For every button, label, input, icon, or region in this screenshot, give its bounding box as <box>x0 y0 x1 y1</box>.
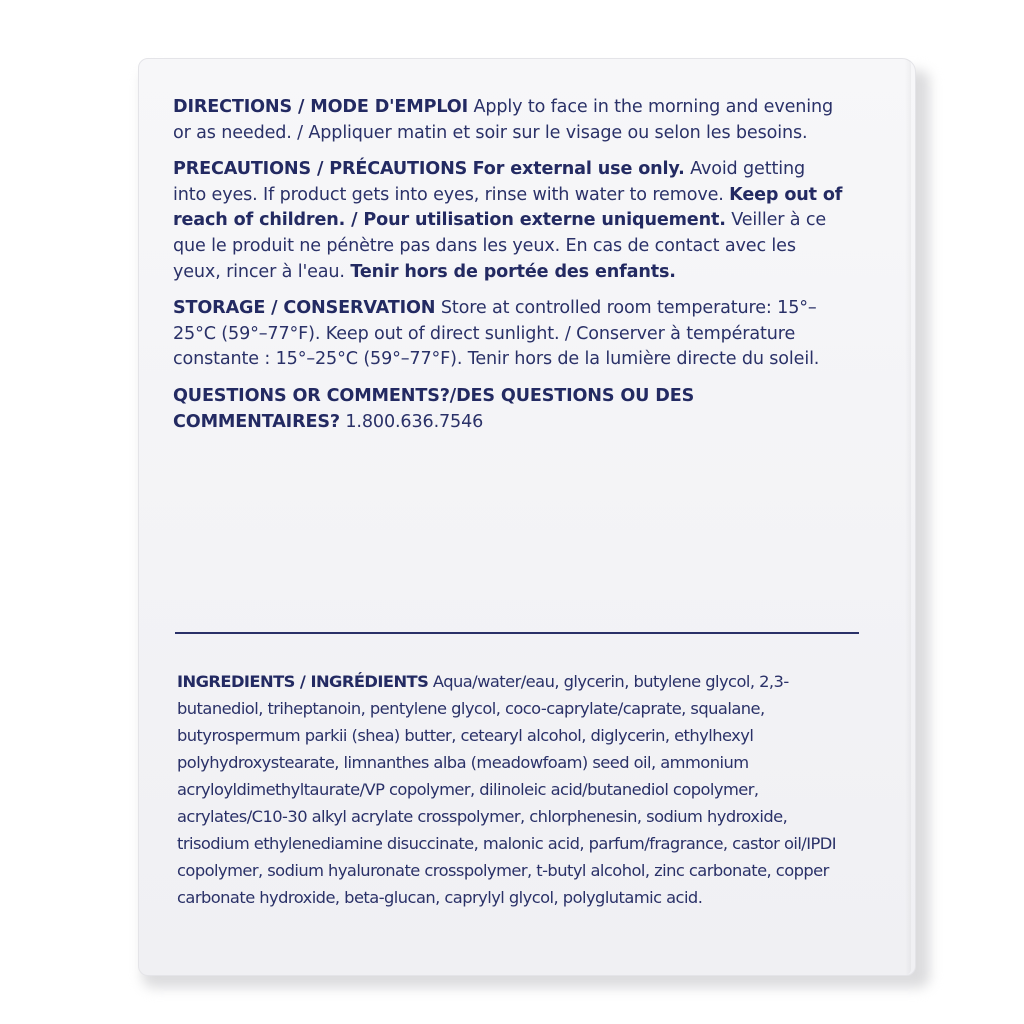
storage-text: Store at controlled room temperature: 15°–25°C (59°–77°F). Keep out of direct sunlight. / Conserver à température constante : 15°–25°C (59°–77°F). Tenir hors de la lumière directe du soleil. <box>173 298 820 370</box>
divider-line <box>175 632 859 634</box>
product-box-back-panel <box>138 58 916 976</box>
precautions-children-warning: Keep out of reach of children. / Pour utilisation externe uniquement. <box>173 184 843 231</box>
precautions-external-use: For external use only. <box>472 159 685 180</box>
precautions-text-fr: Veiller à ce que le produit ne pénètre pas dans les yeux. En cas de contact avec les yeux, rincer à l'eau. <box>173 210 827 282</box>
questions-heading: QUESTIONS OR COMMENTS?/DES QUESTIONS OU DES COMMENTAIRES? <box>173 385 695 432</box>
usage-info <box>173 95 843 446</box>
ingredients-heading: INGREDIENTS / INGRÉDIENTS <box>177 672 429 691</box>
precautions-section <box>173 157 843 285</box>
precautions-children-warning-fr: Tenir hors de portée des enfants. <box>350 261 676 282</box>
precautions-heading: PRECAUTIONS / PRÉCAUTIONS <box>173 159 468 180</box>
directions-text: Apply to face in the morning and evening or as needed. / Appliquer matin et soir sur le visage ou selon les besoins. <box>173 97 834 143</box>
directions-section <box>173 95 843 146</box>
questions-section <box>173 384 843 435</box>
questions-phone: 1.800.636.7546 <box>345 411 484 432</box>
directions-heading: DIRECTIONS / MODE D'EMPLOI <box>173 97 469 117</box>
ingredients-list: Aqua/water/eau, glycerin, butylene glycol, 2,3-butanediol, triheptanoin, pentylene glycol, coco-caprylate/caprate, squalane, butyrospermum parkii (shea) butter, cetearyl alcohol, diglycerin, ethylhexyl polyhydroxystearate, limnanthes alba (meadowfoam) seed oil, ammonium acryloyldimethyltaurate/VP copolymer, dilinoleic acid/butanediol copolymer, acrylates/C10-30 alkyl acrylate crosspolymer, chlorphenesin, sodium hydroxide, trisodium ethylenediamine disuccinate, malonic acid, parfum/fragrance, castor oil/IPDI copolymer, sodium hyaluronate crosspolymer, t-butyl alcohol, zinc carbonate, copper carbonate hydroxide, beta-glucan, caprylyl glycol, polyglutamic acid. <box>177 672 837 907</box>
precautions-text-en: Avoid getting into eyes. If product gets into eyes, rinse with water to remove. <box>173 159 805 205</box>
storage-heading: STORAGE / CONSERVATION <box>173 298 436 319</box>
ingredients-section <box>177 668 859 911</box>
storage-section <box>173 296 843 373</box>
